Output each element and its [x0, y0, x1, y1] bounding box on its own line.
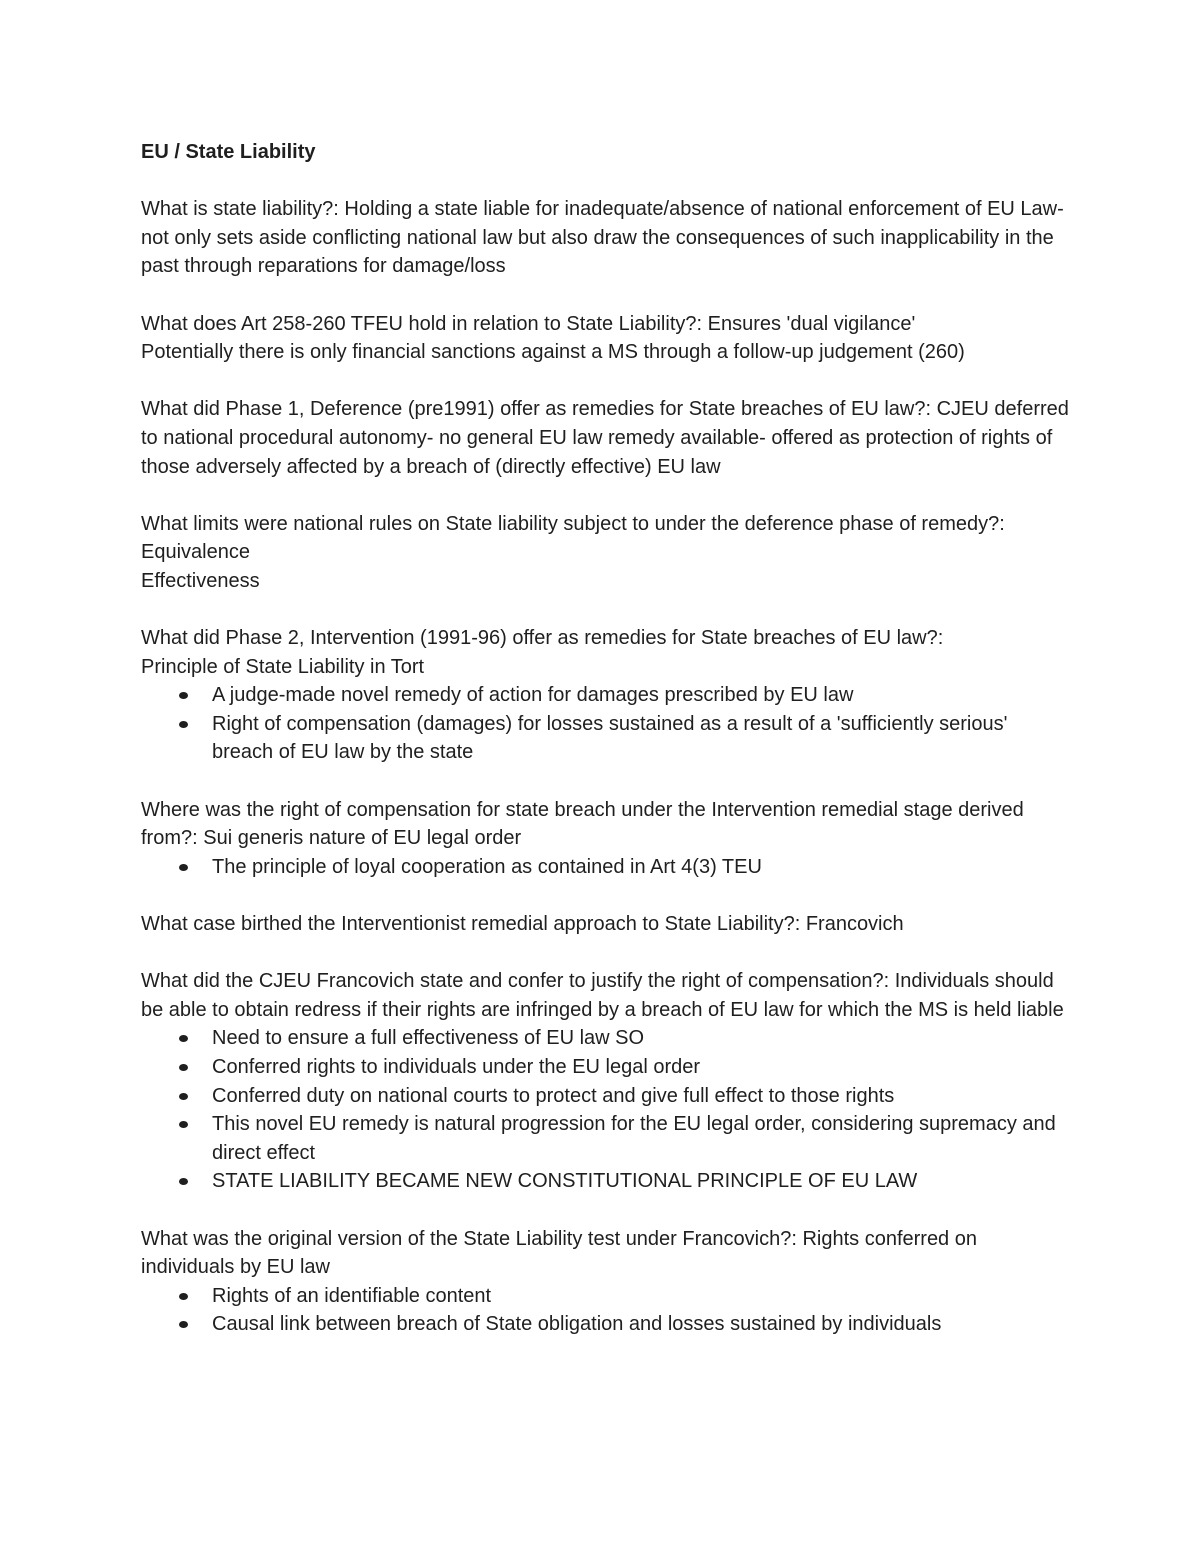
qa-block [141, 967, 1071, 1196]
bullet-list [141, 1282, 1071, 1339]
list-item-text: Conferred duty on national courts to protect and give full effect to those rights [212, 1084, 895, 1107]
document-page [141, 138, 1071, 1368]
bullet-dot-icon [179, 864, 188, 871]
list-item-text: Conferred rights to individuals under the EU legal order [212, 1056, 701, 1078]
list-item-text: Rights of an identifiable content [212, 1284, 492, 1307]
bullet-dot-icon [179, 1321, 188, 1328]
list-item [212, 1024, 1071, 1053]
qa-block [141, 1225, 1071, 1339]
bullet-list [141, 853, 1071, 882]
qa-paragraph: What case birthed the Interventionist remedial approach to State Liability?: Francovich [141, 913, 904, 936]
bullet-dot-icon [179, 1064, 188, 1071]
bullet-list [141, 1024, 1071, 1196]
list-item [212, 1082, 1071, 1111]
qa-block [141, 624, 1071, 767]
list-item-text: This novel EU remedy is natural progression for the EU legal order, considering supremacy and direct effect [212, 1113, 1056, 1164]
list-item [212, 1110, 1071, 1167]
bullet-dot-icon [179, 1121, 188, 1128]
document-body [141, 195, 1071, 1339]
qa-paragraph: What did Phase 1, Deference (pre1991) offer as remedies for State breaches of EU law?: CJEU deferred to national procedural autonomy- no general EU law remedy available- offered as protection of rights of those adversely affected by a breach of (directly effective) EU law [141, 398, 1069, 478]
bullet-dot-icon [179, 721, 188, 728]
qa-paragraph: What limits were national rules on State liability subject to under the deference phase of remedy?: Equivalence Effectiveness [141, 512, 1005, 592]
list-item-text: Right of compensation (damages) for losses sustained as a result of a 'sufficiently serious' breach of EU law by the state [212, 712, 1008, 764]
bullet-dot-icon [179, 692, 188, 699]
bullet-dot-icon [179, 1178, 188, 1185]
list-item-text: A judge-made novel remedy of action for damages prescribed by EU law [212, 684, 854, 707]
qa-block [141, 195, 1071, 281]
qa-block [141, 395, 1071, 481]
qa-block [141, 910, 1071, 939]
qa-block [141, 310, 1071, 367]
bullet-dot-icon [179, 1093, 188, 1100]
qa-paragraph: What was the original version of the State Liability test under Francovich?: Rights conferred on individuals by EU law [141, 1227, 977, 1279]
qa-paragraph: What did Phase 2, Intervention (1991-96) offer as remedies for State breaches of EU law?: Principle of State Liability in Tort [141, 627, 944, 678]
qa-paragraph: What did the CJEU Francovich state and confer to justify the right of compensation?: Individuals should be able to obtain redress if their rights are infringed by a breach of EU law for which the MS is held liable [141, 970, 1064, 1021]
qa-block [141, 510, 1071, 596]
bullet-dot-icon [179, 1035, 188, 1042]
qa-block [141, 796, 1071, 882]
list-item [212, 1310, 1071, 1339]
list-item-text: Causal link between breach of State obligation and losses sustained by individuals [212, 1313, 942, 1336]
list-item [212, 1167, 1071, 1196]
list-item [212, 710, 1071, 767]
list-item [212, 1282, 1071, 1311]
list-item [212, 853, 1071, 882]
bullet-dot-icon [179, 1293, 188, 1300]
list-item-text: The principle of loyal cooperation as contained in Art 4(3) TEU [212, 855, 762, 878]
qa-paragraph: What does Art 258-260 TFEU hold in relation to State Liability?: Ensures 'dual vigilance' Potentially there is only financial sanctions against a MS through a follow-up judgement (260) [141, 312, 965, 364]
list-item-text: Need to ensure a full effectiveness of EU law SO [212, 1027, 645, 1050]
document-title: EU / State Liability [141, 141, 316, 163]
qa-paragraph: What is state liability?: Holding a state liable for inadequate/absence of national enforcement of EU Law- not only sets aside conflicting national law but also draw the consequences of such inapplicability in the past through reparations for damage/loss [141, 198, 1064, 278]
bullet-list [141, 681, 1071, 767]
list-item [212, 1053, 1071, 1082]
qa-paragraph: Where was the right of compensation for state breach under the Intervention remedial stage derived from?: Sui generis nature of EU legal order [141, 798, 1024, 850]
list-item-text: STATE LIABILITY BECAME NEW CONSTITUTIONAL PRINCIPLE OF EU LAW [212, 1170, 918, 1193]
list-item [212, 681, 1071, 710]
